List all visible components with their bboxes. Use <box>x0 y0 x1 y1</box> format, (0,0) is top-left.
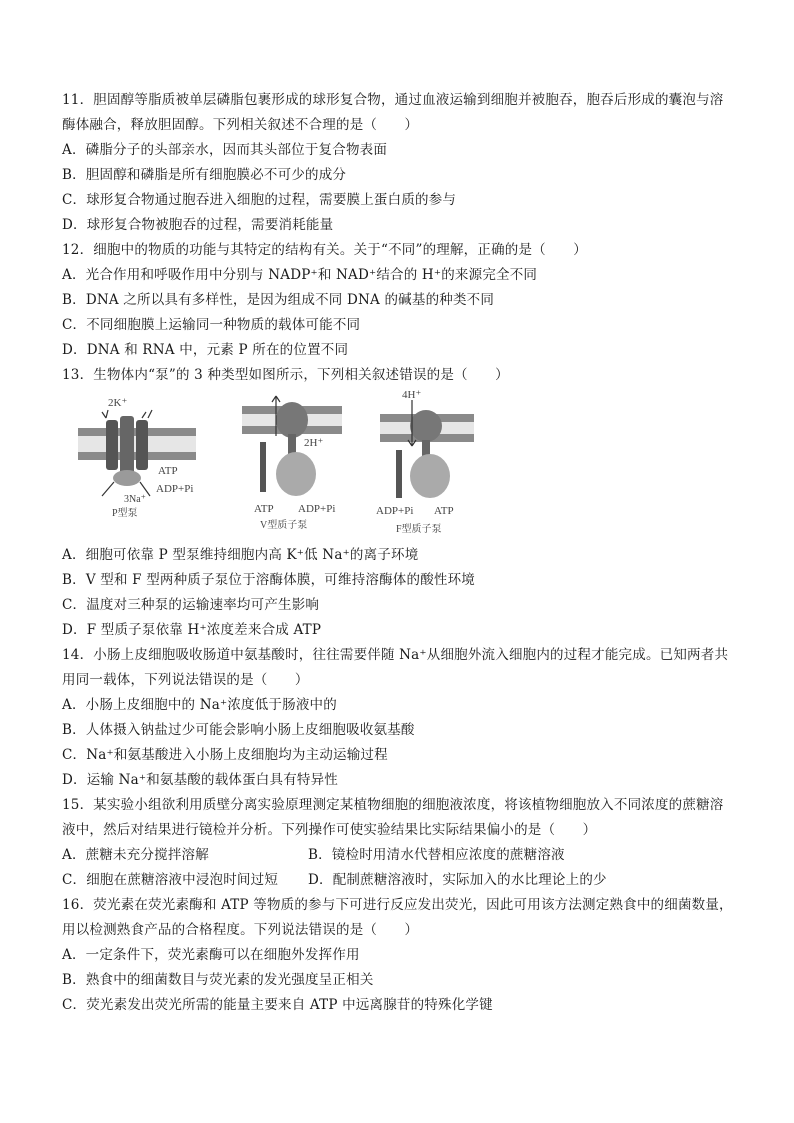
q11-stem-1: 11．胆固醇等脂质被单层磷脂包裹形成的球形复合物，通过血液运输到细胞并被胞吞，胞吞后形成的囊泡与溶 <box>62 92 724 108</box>
p-protein-right <box>136 420 148 470</box>
q12-option-a: A．光合作用和呼吸作用中分别与 NADP⁺和 NAD⁺结合的 H⁺的来源完全不同 <box>62 267 538 283</box>
v-ion-label: 2H⁺ <box>304 437 324 449</box>
q11-option-a: A．磷脂分子的头部亲水，因而其头部位于复合物表面 <box>62 142 388 158</box>
q12-option-c: C．不同细胞膜上运输同一种物质的载体可能不同 <box>62 317 361 333</box>
v-stator <box>260 442 266 492</box>
p-bottom-ion-label: 3Na⁺ <box>124 494 146 505</box>
pump-diagram <box>62 390 482 540</box>
q12-stem: 12．细胞中的物质的功能与其特定的结构有关。关于“不同”的理解，正确的是（ ） <box>62 242 587 258</box>
q12-option-b: B．DNA 之所以具有多样性，是因为组成不同 DNA 的碱基的种类不同 <box>62 292 495 308</box>
p-atp-label: ATP <box>158 465 178 477</box>
p-caption: P型泵 <box>112 508 138 519</box>
pump-figure <box>62 390 742 540</box>
q15-option-b: B．镜检时用清水代替相应浓度的蔗糖溶液 <box>308 847 565 863</box>
p-type-pump <box>78 397 196 519</box>
q14-option-d: D．运输 Na⁺和氨基酸的载体蛋白具有特异性 <box>62 772 339 788</box>
q15-stem-2: 液中，然后对结果进行镜检并分析。下列操作可使实验结果比实际结果偏小的是（ ） <box>62 822 597 838</box>
q14-stem-1: 14．小肠上皮细胞吸收肠道中氨基酸时，往往需要伴随 Na⁺从细胞外流入细胞内的过程才能完成。已知两者共 <box>62 647 729 663</box>
v-adp-label: ADP+Pi <box>298 503 336 515</box>
q15-option-c: C．细胞在蔗糖溶液中浸泡时间过短 <box>62 872 279 888</box>
f-adp-label: ADP+Pi <box>376 505 414 517</box>
q14-stem-2: 用同一载体，下列说法错误的是（ ） <box>62 672 309 688</box>
f-atp-label: ATP <box>434 505 454 517</box>
q16-stem-2: 用以检测熟食产品的合格程度。下列说法错误的是（ ） <box>62 922 419 938</box>
v-membrane-ring <box>276 402 308 438</box>
q15-options-row-1 <box>62 843 742 868</box>
q11-stem-2: 酶体融合，释放胆固醇。下列相关叙述不合理的是（ ） <box>62 117 419 133</box>
q11-option-b: B．胆固醇和磷脂是所有细胞膜必不可少的成分 <box>62 167 347 183</box>
p-top-ion-label: 2K⁺ <box>108 397 128 409</box>
f-head <box>410 454 450 498</box>
p-atp-domain <box>113 470 141 486</box>
f-membrane-ring <box>410 410 442 442</box>
q15-stem-1: 15．某实验小组欲利用质壁分离实验原理测定某植物细胞的细胞液浓度，将该植物细胞放入不同浓度的蔗糖溶 <box>62 797 724 813</box>
q13-option-d: D．F 型质子泵依靠 H⁺浓度差来合成 ATP <box>62 622 322 638</box>
q14-option-a: A．小肠上皮细胞中的 Na⁺浓度低于肠液中的 <box>62 697 337 713</box>
p-protein-mid <box>120 416 134 474</box>
q13-option-a: A．细胞可依靠 P 型泵维持细胞内高 K⁺低 Na⁺的离子环境 <box>62 547 419 563</box>
f-stator <box>396 450 402 498</box>
q14-option-c: C．Na⁺和氨基酸进入小肠上皮细胞均为主动运输过程 <box>62 747 388 763</box>
q13-option-b: B．V 型和 F 型两种质子泵位于溶酶体膜，可维持溶酶体的酸性环境 <box>62 572 476 588</box>
q13-option-c: C．温度对三种泵的运输速率均可产生影响 <box>62 597 320 613</box>
p-protein-left <box>106 420 118 470</box>
f-ion-label: 4H⁺ <box>402 390 422 401</box>
exam-page <box>62 88 742 1018</box>
q14-option-b: B．人体摄入钠盐过少可能会影响小肠上皮细胞吸收氨基酸 <box>62 722 415 738</box>
v-head <box>276 452 316 496</box>
f-caption: F型质子泵 <box>396 524 442 535</box>
q16-option-b: B．熟食中的细菌数目与荧光素的发光强度呈正相关 <box>62 972 374 988</box>
q15-option-a: A．蔗糖未充分搅拌溶解 <box>62 847 209 863</box>
q13-stem: 13．生物体内“泵”的 3 种类型如图所示，下列相关叙述错误的是（ ） <box>62 367 509 383</box>
q15-option-d: D．配制蔗糖溶液时，实际加入的水比理论上的少 <box>308 872 607 888</box>
q15-options-row-2 <box>62 868 742 893</box>
v-caption: V型质子泵 <box>260 520 308 531</box>
q11-option-d: D．球形复合物被胞吞的过程，需要消耗能量 <box>62 217 334 233</box>
p-adp-label: ADP+Pi <box>156 483 194 495</box>
q16-option-a: A．一定条件下，荧光素酶可以在细胞外发挥作用 <box>62 947 360 963</box>
q16-option-c: C．荧光素发出荧光所需的能量主要来自 ATP 中远离腺苷的特殊化学键 <box>62 997 493 1013</box>
q16-stem-1: 16．荧光素在荧光素酶和 ATP 等物质的参与下可进行反应发出荧光，因此可用该方法测定熟食中的细菌数量， <box>62 897 733 913</box>
v-atp-label: ATP <box>254 503 274 515</box>
f-type-pump <box>376 390 474 535</box>
q12-option-d: D．DNA 和 RNA 中，元素 P 所在的位置不同 <box>62 342 349 358</box>
q11-option-c: C．球形复合物通过胞吞进入细胞的过程，需要膜上蛋白质的参与 <box>62 192 457 208</box>
v-type-pump <box>242 396 342 531</box>
